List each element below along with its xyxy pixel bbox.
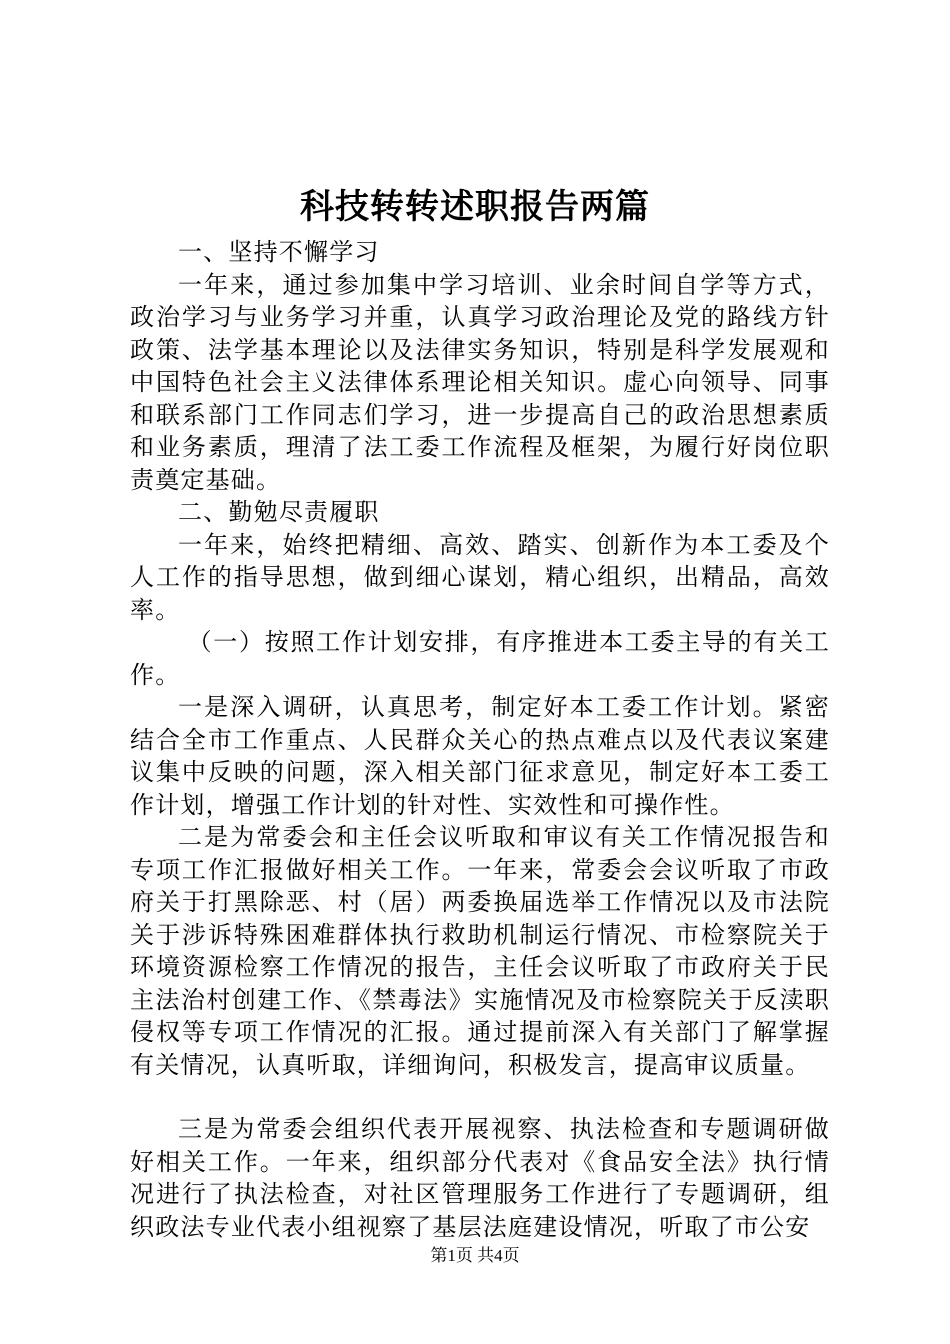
heading-duty: 二、勤勉尽责履职	[178, 498, 380, 526]
heading-study: 一、坚持不懈学习	[178, 238, 380, 266]
paragraph-duty: 一年来，始终把精细、高效、踏实、创新作为本工委及个人工作的指导思想，做到细心谋划，精心组织，出精品，高效率。	[130, 530, 830, 624]
subheading-plan: （一）按照工作计划安排，有序推进本工委主导的有关工作。	[130, 628, 830, 689]
paragraph-item-three: 三是为常委会组织代表开展视察、执法检查和专题调研做好相关工作。一年来，组织部分代表对《食品安全法》执行情况进行了执法检查，对社区管理服务工作进行了专题调研，组织政法专业代表小组视察了基层法庭建设情况，听取了市公安	[130, 1115, 830, 1241]
paragraph-item-two: 二是为常委会和主任会议听取和审议有关工作情况报告和专项工作汇报做好相关工作。一年来，常委会会议听取了市政府关于打黑除恶、村（居）两委换届选举工作情况以及市法院关于涉诉特殊困难群体执行救助机制运行情况、市检察院关于环境资源检察工作情况的报告，主任会议听取了市政府关于民主法治村创建工作、《禁毒法》实施情况及市检察院关于反渎职侵权等专项工作情况的汇报。通过提前深入有关部门了解掌握有关情况，认真听取，详细询问，积极发言，提高审议质量。	[130, 823, 830, 1079]
document-body	[130, 236, 830, 1243]
page-number: 第1页 共4页	[430, 1246, 520, 1265]
paragraph-study: 一年来，通过参加集中学习培训、业余时间自学等方式，政治学习与业务学习并重，认真学习政治理论及党的路线方针政策、法学基本理论以及法律实务知识，特别是科学发展观和中国特色社会主义法律体系理论相关知识。虚心向领导、同事和联系部门工作同志们学习，进一步提高自己的政治思想素质和业务素质，理清了法工委工作流程及框架，为履行好岗位职责奠定基础。	[130, 270, 830, 494]
document-title: 科技转转述职报告两篇	[300, 187, 650, 227]
paragraph-item-one: 一是深入调研，认真思考，制定好本工委工作计划。紧密结合全市工作重点、人民群众关心的热点难点以及代表议案建议集中反映的问题，深入相关部门征求意见，制定好本工委工作计划，增强工作计划的针对性、实效性和可操作性。	[130, 693, 830, 819]
